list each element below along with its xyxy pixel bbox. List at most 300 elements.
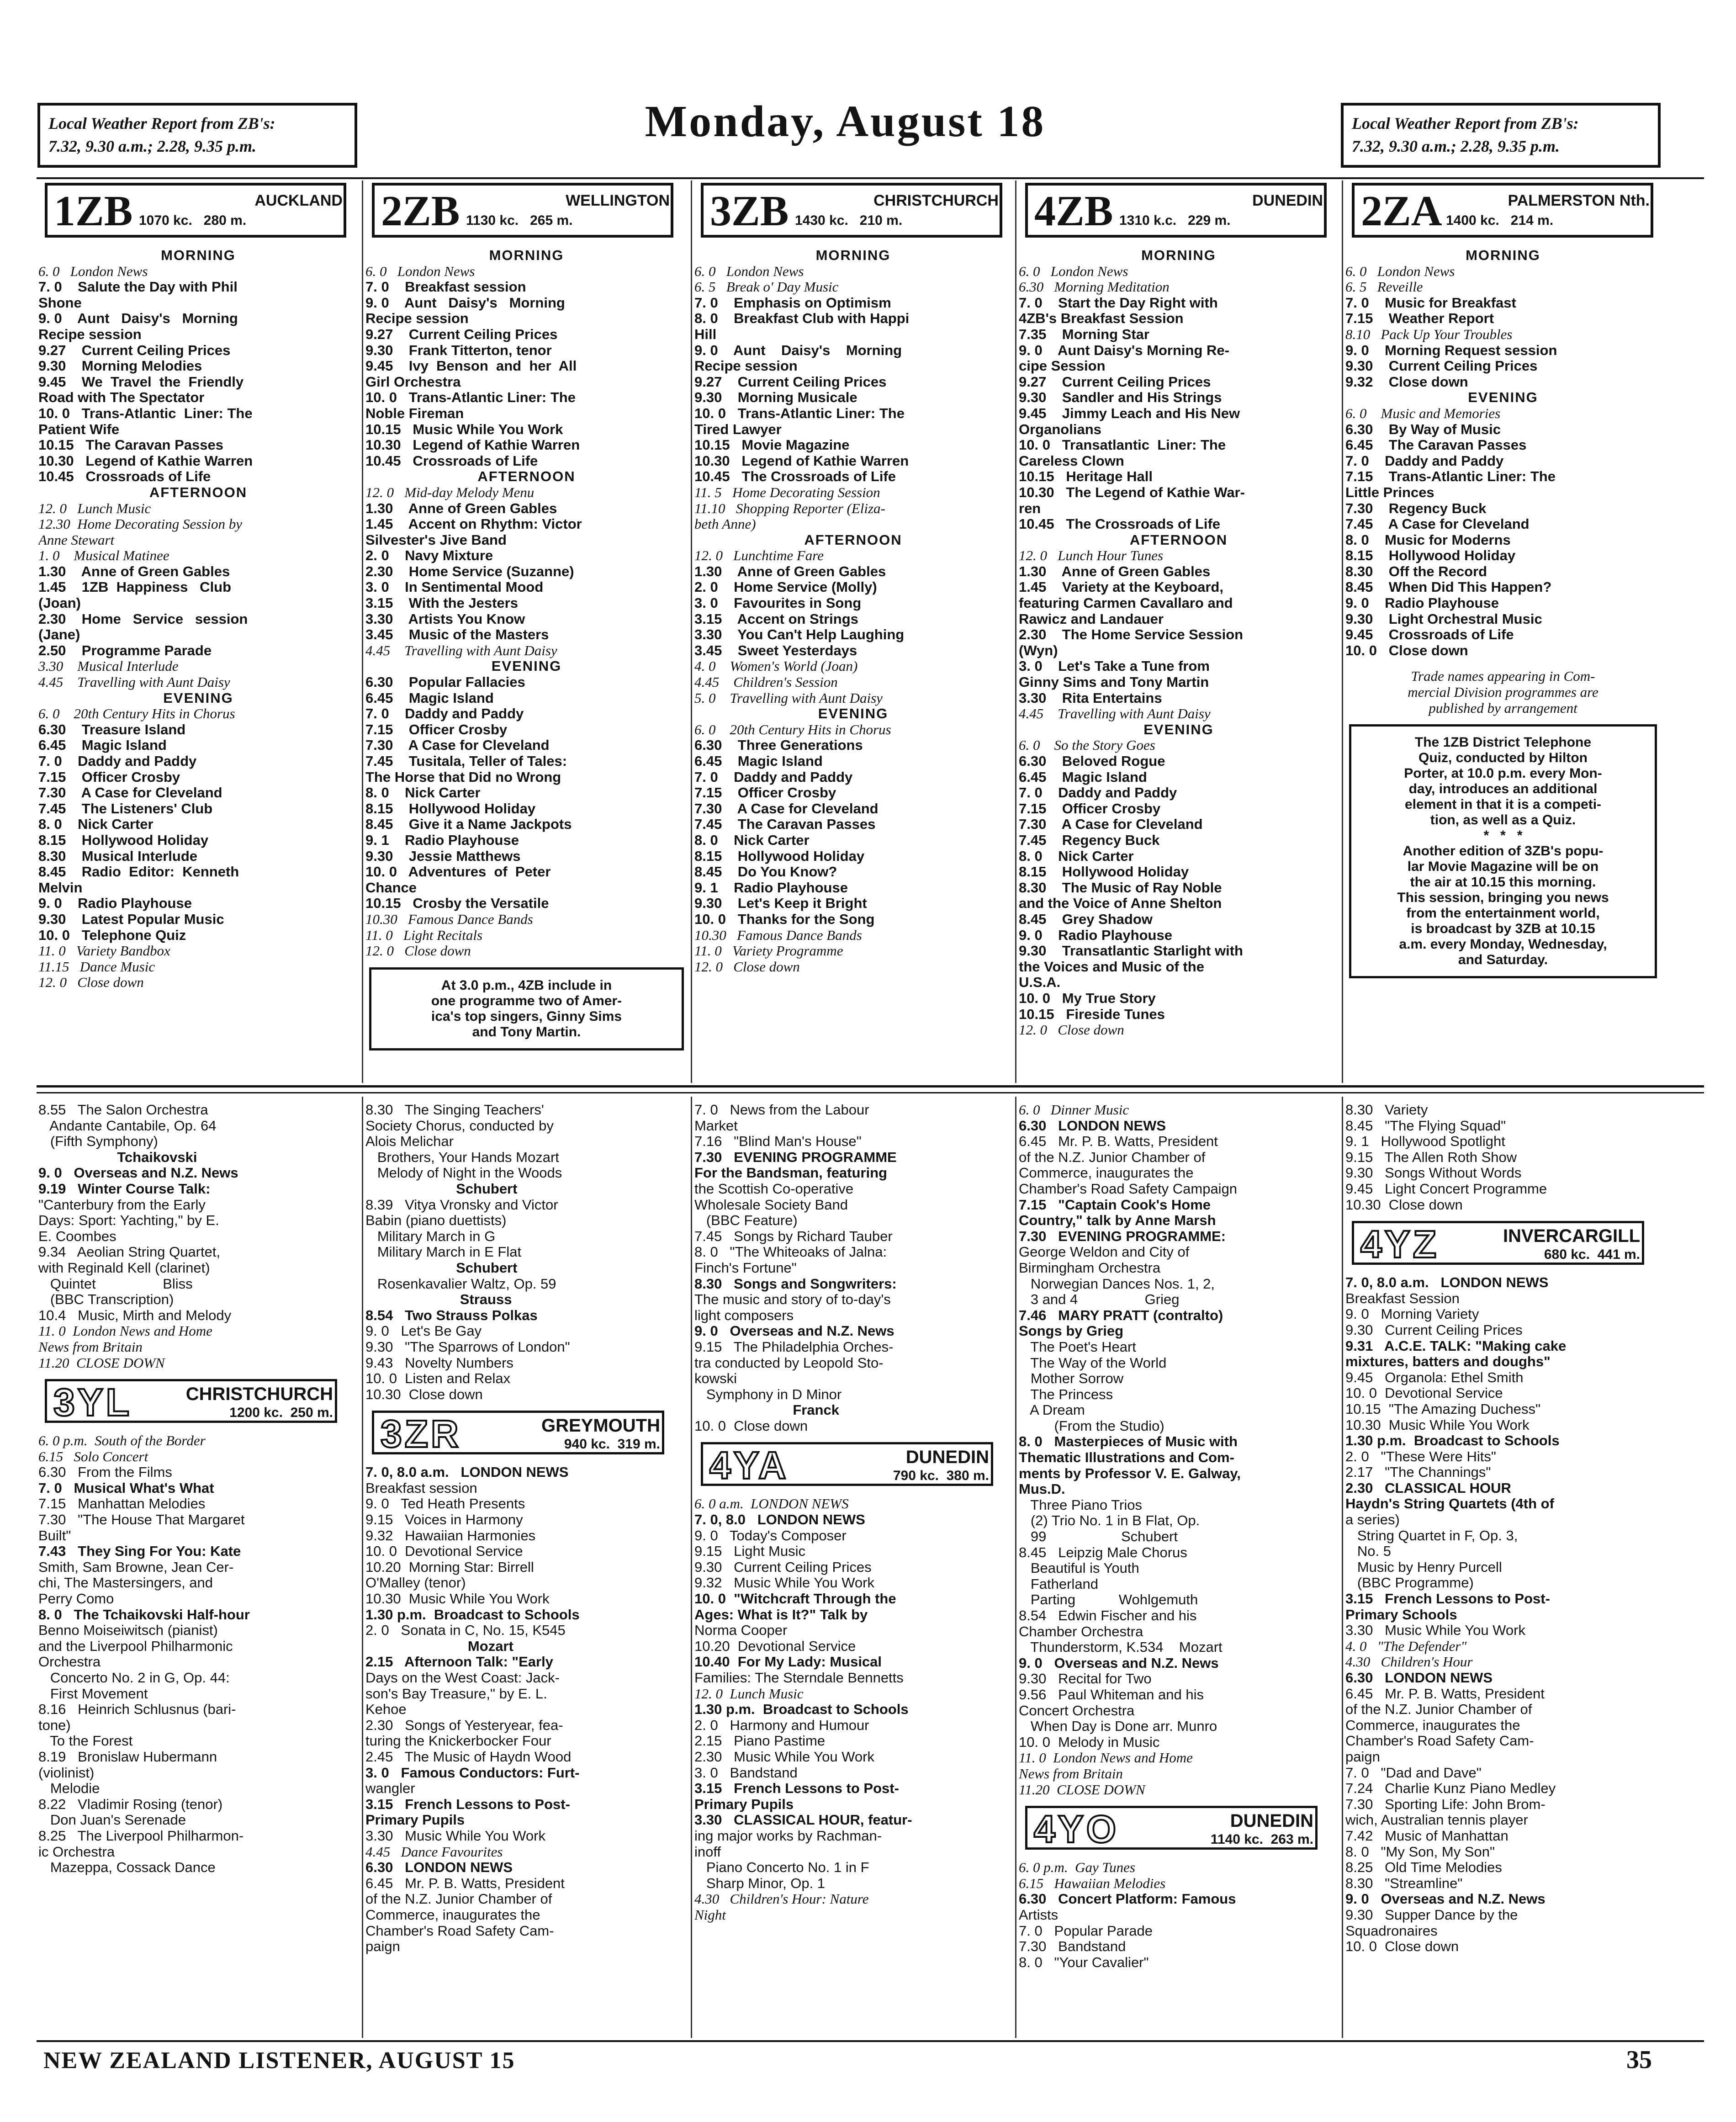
programme-line: wangler	[365, 1780, 415, 1797]
programme-line: Built"	[38, 1527, 71, 1544]
station-column	[38, 183, 358, 1083]
page-number: 35	[1626, 2046, 1652, 2074]
weather-line: Local Weather Report from ZB's:	[1352, 114, 1579, 133]
programme-line: 6. 5 Reveille	[1345, 279, 1423, 295]
programme-line: 12. 0 Lunch Hour Tunes	[1019, 547, 1164, 564]
programme-line: Schubert	[365, 1180, 518, 1197]
station-header	[701, 183, 1002, 238]
station-city: WELLINGTON	[566, 192, 670, 209]
programme-line: 6.45 Magic Island	[38, 737, 167, 753]
programme-line: 7.30 Bandstand	[1019, 1938, 1126, 1955]
programme-line: 3.15 French Lessons to Post-	[694, 1780, 899, 1797]
programme-line: 7.30 A Case for Cleveland	[1019, 816, 1203, 833]
programme-line: Piano Concerto No. 1 in F	[694, 1859, 869, 1876]
programme-line: Commerce, inaugurates the	[1019, 1165, 1194, 1181]
programme-line: 3. 0 Let's Take a Tune from	[1019, 658, 1210, 674]
programme-line: 1.45 Accent on Rhythm: Victor	[365, 516, 582, 532]
announcement-line: the air at 10.15 this morning.	[1410, 875, 1596, 890]
programme-line: 7.24 Charlie Kunz Piano Medley	[1345, 1780, 1556, 1797]
programme-line: wich, Australian tennis player	[1345, 1812, 1528, 1828]
weather-line: 7.32, 9.30 a.m.; 2.28, 9.35 p.m.	[48, 137, 256, 155]
programme-line: 8.15 Hollywood Holiday	[38, 832, 209, 848]
programme-line: 10.15 Heritage Hall	[1019, 468, 1153, 485]
programme-line: U.S.A.	[1019, 974, 1061, 991]
programme-line: cipe Session	[1019, 358, 1106, 374]
programme-line: (violinist)	[38, 1764, 95, 1781]
programme-line: 9.15 Voices in Harmony	[365, 1512, 523, 1528]
programme-line: 8.30 Musical Interlude	[38, 848, 198, 864]
column-rule	[1015, 1097, 1016, 2038]
programme-line: tone)	[38, 1717, 71, 1733]
footer-publication: NEW ZEALAND LISTENER, AUGUST 15	[43, 2048, 515, 2074]
programme-line: with Reginald Kell (clarinet)	[38, 1259, 210, 1276]
programme-line: 2.30 Home Service (Suzanne)	[365, 563, 574, 579]
programme-line: featuring Carmen Cavallaro and	[1019, 595, 1233, 611]
programme-line: 7.45 The Listeners' Club	[38, 800, 213, 817]
station-callsign: 3YL	[53, 1381, 132, 1424]
programme-line: 7.15 Officer Crosby	[365, 721, 508, 737]
station-header	[1352, 183, 1653, 238]
station-callsign: 4YZ	[1360, 1223, 1440, 1266]
programme-line: 4.45 Children's Session	[694, 674, 838, 690]
programme-line: 1.30 p.m. Broadcast to Schools	[694, 1701, 909, 1718]
programme-line: 7.15 Officer Crosby	[1019, 800, 1161, 817]
programme-line: Andante Cantabile, Op. 64	[38, 1117, 217, 1134]
programme-line: 8.16 Heinrich Schlusnus (bari-	[38, 1701, 236, 1718]
programme-line: 6.30 LONDON NEWS	[365, 1859, 513, 1876]
programme-line: 8.39 Vitya Vronsky and Victor	[365, 1196, 558, 1213]
programme-line: 9.30 Supper Dance by the	[1345, 1906, 1518, 1923]
programme-line: 10. 0 Transatlantic Liner: The	[1019, 437, 1226, 453]
announcement-box	[1349, 724, 1657, 978]
programme-line: a series)	[1345, 1512, 1400, 1528]
programme-line: son's Bay Treasure," by E. L.	[365, 1685, 547, 1702]
programme-line: 3.15 French Lessons to Post-	[1345, 1591, 1550, 1607]
programme-line: 8.30 Variety	[1345, 1102, 1428, 1118]
column-rule	[691, 1097, 692, 2038]
programme-line: 9. 0 Radio Playhouse	[1345, 595, 1499, 611]
programme-line: 2. 0 Sonata in C, No. 15, K545	[365, 1622, 566, 1639]
programme-line: 4.45 Travelling with Aunt Daisy	[1019, 706, 1211, 722]
station-frequency: 1070 kc. 280 m.	[139, 213, 247, 228]
programme-line: 7.42 Music of Manhattan	[1345, 1827, 1508, 1844]
section-heading: MORNING	[815, 247, 891, 263]
programme-line: 6.30 Treasure Island	[38, 721, 186, 737]
programme-line: 10. 0 Telephone Quiz	[38, 927, 186, 943]
programme-line: 8.30 Songs and Songwriters:	[694, 1275, 897, 1292]
programme-line: 10. 0 Trans-Atlantic Liner: The	[365, 389, 576, 406]
programme-line: 7. 0 Daddy and Paddy	[1345, 452, 1504, 469]
station-column	[694, 183, 1012, 1083]
programme-line: Commerce, inaugurates the	[365, 1906, 540, 1923]
station-frequency: 1130 kc. 265 m.	[466, 213, 573, 228]
programme-line: the Voices and Music of the	[1019, 958, 1204, 975]
programme-line: Thematic Illustrations and Com-	[1019, 1449, 1234, 1466]
programme-line: 6.30 From the Films	[38, 1464, 172, 1480]
programme-line: 10.15 Movie Magazine	[694, 437, 850, 453]
programme-line: mixtures, batters and doughs"	[1345, 1353, 1551, 1370]
programme-line: beth Anne)	[694, 516, 756, 532]
programme-line: 10.30 Legend of Kathie Warren	[365, 437, 580, 453]
programme-line: Parting Wohlgemuth	[1019, 1592, 1198, 1608]
programme-line: Benno Moiseiwitsch (pianist)	[38, 1622, 218, 1639]
programme-line: Melodie	[38, 1780, 100, 1797]
programme-line: 6. 5 Break o' Day Music	[694, 279, 839, 295]
note-box	[369, 967, 684, 1050]
programme-line: Chamber Orchestra	[1019, 1623, 1143, 1639]
programme-line: When Day is Done arr. Munro	[1019, 1718, 1217, 1735]
announcement-line: The 1ZB District Telephone	[1414, 735, 1592, 750]
programme-line: 8.45 Leipzig Male Chorus	[1019, 1544, 1187, 1560]
programme-line: of the N.Z. Junior Chamber of	[1019, 1149, 1206, 1165]
programme-line: 8. 0 "The Whiteoaks of Jalna:	[694, 1244, 887, 1260]
programme-line: 7. 0 Popular Parade	[1019, 1922, 1153, 1939]
section-heading: MORNING	[1141, 247, 1216, 263]
programme-line: 9. 1 Radio Playhouse	[365, 832, 519, 848]
announcement-line: a.m. every Monday, Wednesday,	[1399, 937, 1607, 952]
programme-line: Beautiful is Youth	[1019, 1560, 1139, 1576]
programme-line: 10.30 Close down	[1345, 1196, 1463, 1213]
station-city: CHRISTCHURCH	[873, 192, 999, 209]
station-callsign: 4YA	[709, 1444, 789, 1487]
station-frequency: 1310 k.c. 229 m.	[1119, 213, 1231, 228]
programme-line: 4.45 Travelling with Aunt Daisy	[38, 674, 230, 690]
programme-line: Days: Sport: Yachting," by E.	[38, 1212, 219, 1229]
announcement-line: and Saturday.	[1458, 952, 1548, 968]
station-callsign: 3ZR	[381, 1412, 461, 1456]
programme-line: 8.45 Do You Know?	[694, 864, 837, 880]
programme-line: Primary Schools	[1345, 1606, 1457, 1623]
programme-line: 10. 0 Trans-Atlantic Liner: The	[38, 405, 253, 421]
programme-line: paign	[1345, 1748, 1380, 1765]
programme-line: 7. 0 Music for Breakfast	[1345, 294, 1516, 311]
programme-line: 4ZB's Breakfast Session	[1019, 310, 1184, 327]
programme-line: 12. 0 Mid-day Melody Menu	[365, 484, 535, 500]
programme-line: 10.30 Famous Dance Bands	[365, 911, 533, 927]
note-line: published by arrangement	[1429, 700, 1577, 716]
note-line: Trade names appearing in Com-	[1411, 668, 1595, 684]
programme-line: 7. 0, 8.0 LONDON NEWS	[694, 1512, 865, 1528]
programme-line: 10.45 Crossroads of Life	[38, 468, 211, 485]
programme-line: 9. 0 Radio Playhouse	[1019, 927, 1172, 943]
programme-line: 8.15 Hollywood Holiday	[1019, 864, 1189, 880]
programme-line: 9.32 Music While You Work	[694, 1575, 874, 1591]
programme-line: E. Coombes	[38, 1228, 116, 1244]
programme-line: 6. 0 Dinner Music	[1019, 1102, 1129, 1118]
programme-line: 7.30 "The House That Margaret	[38, 1512, 245, 1528]
programme-line: 6.30 Morning Meditation	[1019, 279, 1170, 295]
programme-line: 8.10 Pack Up Your Troubles	[1345, 326, 1513, 342]
programme-line: 9. 0 Overseas and N.Z. News	[1345, 1891, 1545, 1907]
programme-line: 10.15 "The Amazing Duchess"	[1345, 1401, 1540, 1417]
programme-line: 9. 0 Aunt Daisy's Morning	[38, 310, 238, 327]
programme-line: ing major works by Rachman-	[694, 1827, 882, 1844]
programme-line: 8. 0 "My Son, My Son"	[1345, 1843, 1495, 1860]
programme-line: Rosenkavalier Waltz, Op. 59	[365, 1275, 556, 1292]
station-callsign: 4ZB	[1034, 187, 1113, 235]
programme-line: 9.15 The Allen Roth Show	[1345, 1149, 1517, 1165]
programme-line: Families: The Sterndale Bennetts	[694, 1670, 904, 1686]
programme-line: 7. 0 Breakfast session	[365, 279, 526, 295]
programme-line: 3.30 CLASSICAL HOUR, featur-	[694, 1812, 912, 1828]
column-rule	[1342, 1097, 1343, 2038]
programme-line: 7.16 "Blind Man's House"	[694, 1133, 862, 1150]
programme-line: 9.30 Recital for Two	[1019, 1671, 1152, 1687]
programme-line: 4.45 Travelling with Aunt Daisy	[365, 642, 557, 658]
programme-line: 9.27 Current Ceiling Prices	[38, 342, 231, 358]
section-heading: EVENING	[163, 690, 233, 706]
programme-line: 8. 0 Nick Carter	[365, 785, 481, 801]
station-frequency: 1200 kc. 250 m.	[229, 1405, 333, 1421]
programme-line: 9. 1 Hollywood Spotlight	[1345, 1133, 1505, 1150]
programme-line: The Way of the World	[1019, 1354, 1167, 1371]
programme-line: 2.30 CLASSICAL HOUR	[1345, 1480, 1511, 1496]
programme-line: 9.45 We Travel the Friendly	[38, 373, 244, 390]
programme-line: O'Malley (tenor)	[365, 1575, 466, 1591]
programme-line: of the N.Z. Junior Chamber of	[365, 1891, 552, 1907]
programme-line: 6.45 Mr. P. B. Watts, President	[1019, 1133, 1218, 1150]
programme-line: 9.45 Light Concert Programme	[1345, 1180, 1547, 1197]
programme-line: 10.30 Legend of Kathie Warren	[694, 452, 909, 469]
programme-line: 3. 0 Bandstand	[694, 1764, 798, 1781]
programme-line: 10.30 Legend of Kathie Warren	[38, 452, 253, 469]
programme-line: ments by Professor V. E. Galway,	[1019, 1465, 1241, 1481]
programme-line: Fatherland	[1019, 1576, 1099, 1592]
programme-line: (2) Trio No. 1 in B Flat, Op.	[1019, 1512, 1200, 1529]
section-heading: AFTERNOON	[477, 468, 576, 485]
programme-line: 6. 0 London News	[694, 263, 804, 279]
station-city: DUNEDIN	[905, 1447, 989, 1468]
programme-line: 8.45 Grey Shadow	[1019, 911, 1153, 927]
programme-line: 10. 0 Close down	[1345, 642, 1468, 658]
programme-line: Ginny Sims and Tony Martin	[1019, 674, 1209, 690]
programme-line: Days on the West Coast: Jack-	[365, 1670, 560, 1686]
programme-line: 11.10 Shopping Reporter (Eliza-	[694, 500, 885, 516]
station-column	[1019, 183, 1339, 1083]
programme-line: 8.19 Bronislaw Hubermann	[38, 1748, 217, 1765]
programme-line: Chance	[365, 879, 417, 896]
programme-line: Melody of Night in the Woods	[365, 1165, 562, 1181]
programme-line: (BBC Feature)	[694, 1212, 798, 1229]
programme-line: To the Forest	[38, 1733, 133, 1749]
announcement-line: Another edition of 3ZB's popu-	[1403, 843, 1604, 859]
programme-line: 10.45 Crossroads of Life	[365, 452, 538, 469]
programme-line: 9.30 Morning Musicale	[694, 389, 857, 406]
programme-line: 6.45 Magic Island	[694, 753, 823, 769]
programme-line: 9.45 Organola: Ethel Smith	[1345, 1369, 1524, 1385]
programme-line: 11.20 CLOSE DOWN	[1019, 1781, 1145, 1798]
programme-line: 2.30 The Home Service Session	[1019, 626, 1244, 643]
programme-line: Recipe session	[694, 358, 798, 374]
programme-line: 7. 0 Daddy and Paddy	[365, 706, 524, 722]
programme-line: 8.45 Give it a Name Jackpots	[365, 816, 572, 833]
programme-line: 7.46 MARY PRATT (contralto)	[1019, 1307, 1223, 1323]
weather-box-right	[1341, 103, 1661, 168]
programme-line: 6.45 Mr. P. B. Watts, President	[365, 1875, 565, 1891]
programme-line: 4.30 Children's Hour	[1345, 1654, 1473, 1670]
programme-line: 8.15 Hollywood Holiday	[694, 848, 865, 864]
programme-line: 10.4 Music, Mirth and Melody	[38, 1307, 232, 1323]
programme-line: 7.30 A Case for Cleveland	[38, 785, 222, 801]
station-column	[694, 1102, 1012, 2037]
programme-line: 7.30 A Case for Cleveland	[365, 737, 550, 753]
page-headline: Monday, August 18	[645, 97, 1046, 146]
programme-line: 10. 0 Thanks for the Song	[694, 911, 875, 927]
programme-line: 3. 0 In Sentimental Mood	[365, 579, 544, 595]
programme-line: Mother Sorrow	[1019, 1370, 1124, 1387]
programme-line: 9.27 Current Ceiling Prices	[1019, 373, 1211, 390]
programme-line: 5. 0 Travelling with Aunt Daisy	[694, 690, 883, 706]
programme-line: 9.34 Aeolian String Quartet,	[38, 1244, 221, 1260]
programme-line: Finch's Fortune"	[694, 1259, 797, 1276]
programme-line: 1.45 1ZB Happiness Club	[38, 579, 232, 595]
programme-line: 1.30 Anne of Green Gables	[365, 500, 557, 516]
programme-line: 11. 0 Light Recitals	[365, 927, 483, 943]
programme-line: 10.45 The Crossroads of Life	[694, 468, 896, 485]
programme-line: 9.15 Light Music	[694, 1543, 805, 1560]
announcement-line: from the entertainment world,	[1406, 906, 1600, 921]
programme-line: 9.45 Crossroads of Life	[1345, 626, 1514, 643]
programme-line: 12.30 Home Decorating Session by	[38, 516, 242, 532]
programme-line: Norwegian Dances Nos. 1, 2,	[1019, 1275, 1215, 1292]
programme-line: 8. 0 Nick Carter	[694, 832, 810, 848]
programme-line: Squadronaires	[1345, 1922, 1438, 1939]
programme-line: 7.15 Trans-Atlantic Liner: The	[1345, 468, 1556, 485]
station-header	[701, 1442, 993, 1486]
programme-line: 8. 0 Nick Carter	[1019, 848, 1134, 864]
programme-line: Quintet Bliss	[38, 1275, 193, 1292]
programme-line: 9.27 Current Ceiling Prices	[365, 326, 558, 342]
programme-line: 10. 0 Trans-Atlantic Liner: The	[694, 405, 905, 421]
programme-line: 7.45 A Case for Cleveland	[1345, 516, 1530, 532]
programme-line: Melvin	[38, 879, 83, 896]
programme-line: 7.15 "Captain Cook's Home	[1019, 1196, 1211, 1213]
announcement-line: This session, bringing you news	[1397, 890, 1609, 906]
programme-line: Wholesale Society Band	[694, 1196, 848, 1213]
programme-line: 12. 0 Close down	[1019, 1022, 1124, 1038]
programme-line: 7. 0 Start the Day Right with	[1019, 294, 1218, 311]
programme-line: 9.31 A.C.E. TALK: "Making cake	[1345, 1337, 1567, 1354]
programme-line: Girl Orchestra	[365, 373, 461, 390]
station-header	[1352, 1221, 1644, 1265]
programme-line: 9. 0 Morning Request session	[1345, 342, 1557, 358]
programme-line: The Princess	[1019, 1386, 1113, 1402]
programme-line: 9.45 Jimmy Leach and His New	[1019, 405, 1240, 421]
programme-line: 2.45 The Music of Haydn Wood	[365, 1748, 572, 1765]
programme-line: 9.56 Paul Whiteman and his	[1019, 1686, 1204, 1703]
programme-line: 8.30 "Streamline"	[1345, 1875, 1463, 1891]
station-callsign: 1ZB	[54, 187, 133, 235]
station-city: GREYMOUTH	[541, 1416, 660, 1436]
programme-line: 9.30 Transatlantic Starlight with	[1019, 943, 1243, 959]
programme-line: and the Voice of Anne Shelton	[1019, 895, 1222, 912]
programme-line: 3.15 French Lessons to Post-	[365, 1796, 570, 1812]
programme-line: 11. 0 Variety Programme	[694, 943, 843, 959]
station-city: DUNEDIN	[1252, 192, 1323, 209]
programme-line: Songs by Grieg	[1019, 1323, 1124, 1339]
station-city: AUCKLAND	[254, 192, 343, 209]
station-column	[1019, 1102, 1339, 2037]
programme-line: Hill	[694, 326, 717, 342]
programme-line: Schubert	[365, 1259, 518, 1276]
programme-line: 1. 0 Musical Matinee	[38, 547, 169, 564]
programme-line: Orchestra	[38, 1654, 101, 1670]
programme-line: 7.30 EVENING PROGRAMME:	[1019, 1228, 1226, 1244]
programme-line: 8.25 The Liverpool Philharmon-	[38, 1827, 244, 1844]
programme-line: 9. 0 Overseas and N.Z. News	[38, 1165, 238, 1181]
programme-line: 7.30 Sporting Life: John Brom-	[1345, 1796, 1545, 1812]
programme-line: Thunderstorm, K.534 Mozart	[1019, 1639, 1223, 1655]
programme-line: 6.30 LONDON NEWS	[1345, 1670, 1493, 1686]
programme-line: 7. 0 Emphasis on Optimism	[694, 294, 891, 311]
station-frequency: 1400 kc. 214 m.	[1446, 213, 1554, 228]
programme-line: 2.30 Songs of Yesteryear, fea-	[365, 1717, 563, 1733]
station-column	[1345, 183, 1661, 1083]
programme-line: and the Liverpool Philharmonic	[38, 1638, 233, 1654]
announcement-line: element in that it is a competi-	[1404, 797, 1602, 812]
programme-line: 1.30 Anne of Green Gables	[694, 563, 886, 579]
programme-line: No. 5	[1345, 1543, 1391, 1560]
station-frequency: 1430 kc. 210 m.	[795, 213, 903, 228]
programme-line: 9.30 Current Ceiling Prices	[694, 1559, 872, 1575]
station-header	[45, 183, 346, 238]
programme-line: "Canterbury from the Early	[38, 1196, 206, 1213]
programme-line: 8. 0 Masterpieces of Music with	[1019, 1433, 1238, 1450]
programme-line: 3. 0 Famous Conductors: Furt-	[365, 1764, 580, 1781]
programme-line: 8.45 When Did This Happen?	[1345, 579, 1552, 595]
programme-line: ren	[1019, 500, 1041, 516]
programme-line: 10. 0 Close down	[694, 1417, 808, 1434]
programme-line: 4. 0 Women's World (Joan)	[694, 658, 858, 674]
programme-line: Primary Pupils	[694, 1796, 794, 1812]
programme-line: Alois Melichar	[365, 1133, 454, 1150]
programme-line: George Weldon and City of	[1019, 1244, 1190, 1260]
programme-line: (BBC Transcription)	[38, 1291, 174, 1308]
programme-line: 6.15 Solo Concert	[38, 1448, 148, 1464]
programme-line: 7. 0, 8.0 a.m. LONDON NEWS	[1345, 1274, 1549, 1291]
programme-line: paign	[365, 1938, 400, 1955]
programme-line: Tchaikovski	[38, 1149, 197, 1165]
programme-line: 10.20 Morning Star: Birrell	[365, 1559, 534, 1575]
programme-line: 8.54 Two Strauss Polkas	[365, 1307, 538, 1323]
programme-line: 7.15 Officer Crosby	[38, 769, 180, 785]
programme-line: 10.30 The Legend of Kathie War-	[1019, 484, 1245, 500]
programme-line: 8. 0 Music for Moderns	[1345, 531, 1511, 548]
programme-line: For the Bandsman, featuring	[694, 1165, 887, 1181]
programme-line: Mus.D.	[1019, 1481, 1065, 1497]
programme-line: Noble Fireman	[365, 405, 464, 421]
programme-line: 6.45 Mr. P. B. Watts, President	[1345, 1685, 1545, 1702]
programme-line: 9. 0 Today's Composer	[694, 1527, 847, 1544]
programme-line: Primary Pupils	[365, 1812, 465, 1828]
programme-line: Careless Clown	[1019, 452, 1124, 469]
station-column	[38, 1102, 358, 2037]
programme-line: 3.30 You Can't Help Laughing	[694, 626, 905, 643]
programme-line: 6.30 By Way of Music	[1345, 421, 1501, 437]
station-column	[1345, 1102, 1661, 2037]
programme-line: Military March in E Flat	[365, 1244, 522, 1260]
station-city: PALMERSTON Nth.	[1508, 192, 1650, 209]
programme-line: 6.30 Three Generations	[694, 737, 863, 753]
programme-line: The Poet's Heart	[1019, 1338, 1136, 1355]
programme-line: 6. 0 London News	[1345, 263, 1455, 279]
programme-line: 2.17 "The Channings"	[1345, 1464, 1491, 1480]
programme-line: 2.15 Afternoon Talk: "Early	[365, 1654, 553, 1670]
programme-line: the Scottish Co-operative	[694, 1180, 854, 1197]
programme-line: 6.30 Popular Fallacies	[365, 674, 525, 690]
programme-line: The music and story of to-day's	[694, 1291, 891, 1308]
station-column	[365, 1102, 688, 2037]
